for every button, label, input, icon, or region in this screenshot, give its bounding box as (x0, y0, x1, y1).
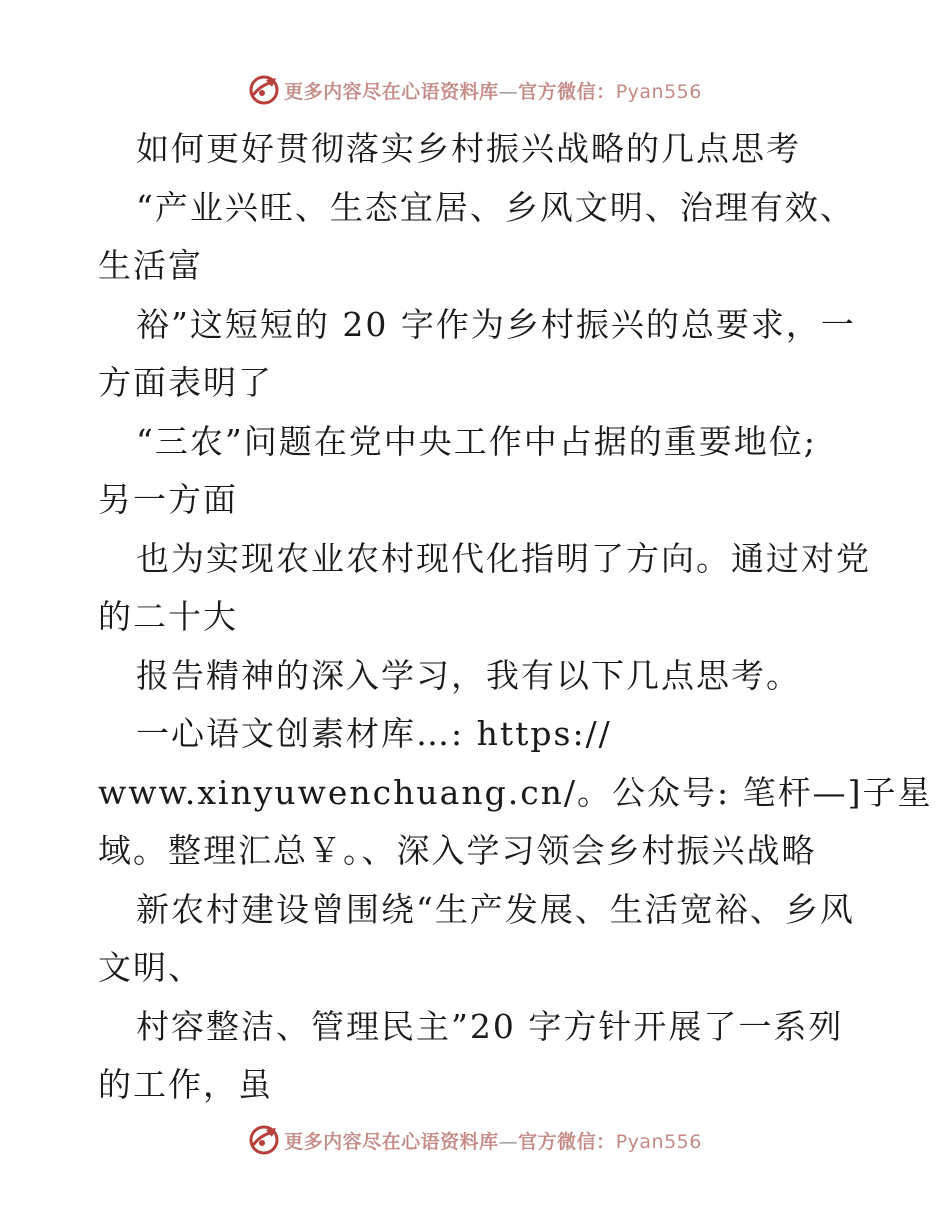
paragraph-line: 的工作，虽 (98, 1065, 273, 1104)
footer-wechat-id: Pyan556 (615, 1130, 702, 1153)
paragraph-line: 文明、 (98, 948, 203, 987)
footer-banner-inner (248, 1124, 702, 1156)
header-banner-inner (248, 74, 702, 106)
paragraph-line: 方面表明了 (98, 363, 273, 402)
paragraph-line: “产业兴旺、生态宜居、乡风文明、治理有效、 (136, 187, 855, 227)
paragraph-line: 村容整洁、管理民主”20 字方针开展了一系列 (136, 1006, 844, 1046)
header-promo: 更多内容尽在心语资料库 (284, 80, 499, 103)
header-promo-text (284, 77, 702, 104)
document-body (98, 120, 933, 1115)
header-separator: — (498, 80, 519, 103)
paragraph-line: 的二十大 (98, 597, 238, 636)
paragraph-line: 另一方面 (98, 480, 238, 519)
paragraph-line: 新农村建设曾围绕“生产发展、生活宽裕、乡风 (136, 889, 855, 929)
paragraph-line: www.xinyuwenchuang.cn/。公众号: 笔杆—]子星 (98, 772, 933, 812)
paragraph-line: 生活富 (98, 246, 203, 285)
footer-banner (0, 1120, 950, 1160)
footer-promo: 更多内容尽在心语资料库 (284, 1130, 499, 1153)
paragraph-line: “三农”问题在党中央工作中占据的重要地位; (136, 421, 817, 461)
paragraph-line: 一心语文创素材库…: https:// (136, 714, 612, 753)
header-wechat-label: 官方微信： (518, 80, 616, 103)
footer-promo-text (284, 1127, 702, 1154)
header-banner (0, 70, 950, 110)
brand-logo-icon (248, 74, 280, 106)
paragraph-line: 也为实现农业农村现代化指明了方向。通过对党 (136, 538, 871, 578)
document-title: 如何更好贯彻落实乡村振兴战略的几点思考 (136, 129, 801, 168)
brand-logo-icon (248, 1124, 280, 1156)
paragraph-line: 裕”这短短的 20 字作为乡村振兴的总要求，一 (136, 304, 856, 344)
footer-separator: — (498, 1130, 519, 1153)
paragraph-line: 报告精神的深入学习，我有以下几点思考。 (136, 655, 801, 695)
footer-wechat-label: 官方微信： (518, 1130, 616, 1153)
header-wechat-id: Pyan556 (615, 80, 702, 103)
paragraph-line: 域。整理汇总￥。、深入学习领会乡村振兴战略 (98, 831, 817, 870)
